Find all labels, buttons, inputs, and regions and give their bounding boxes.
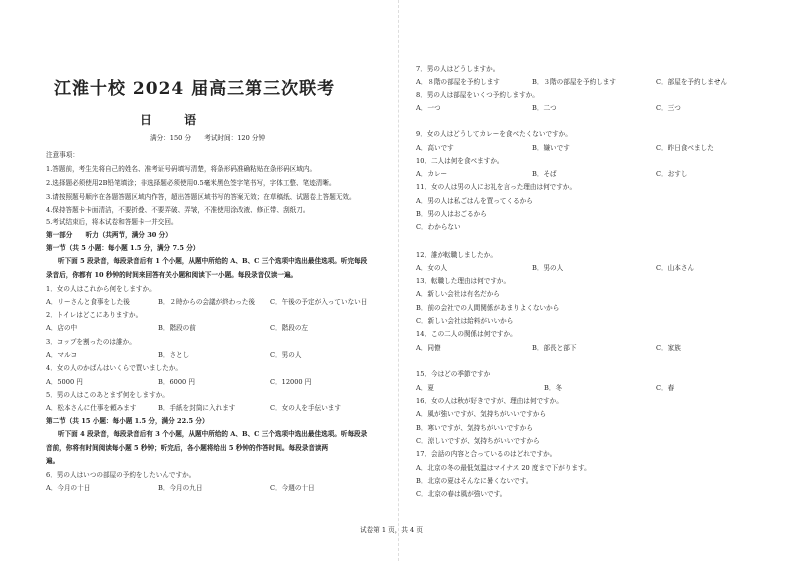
option-a: A．北京の冬の最低気温はマイナス 20 度まで下がります。 bbox=[416, 464, 591, 472]
question-1: 1．女の人はこれから何をしますか。 bbox=[46, 285, 156, 293]
option-c: C．春 bbox=[656, 384, 675, 392]
question-15: 15．今はどの季節ですか bbox=[416, 370, 491, 378]
note-item: 2.选择题必须使用2B铅笔填涂；非选择题必须使用0.5毫米黑色签字笔书写，字体工整、笔迹清晰。 bbox=[46, 179, 336, 187]
option-a: A．今月の十日 bbox=[46, 484, 91, 492]
option-b: B．３階の部屋を予約します bbox=[532, 78, 616, 86]
option-a: A．男の人は私ごはんを買ってくるから bbox=[416, 197, 533, 205]
option-c: C．階段の左 bbox=[270, 324, 309, 332]
option-b: B．さとし bbox=[158, 351, 190, 359]
section-instructions: 遍。 bbox=[46, 457, 60, 465]
part-heading: 第一部分 听力（共两节，满分 30 分） bbox=[46, 231, 172, 239]
option-c: C．昨日食べました bbox=[656, 144, 714, 152]
section-instructions: 听下面 5 段录音，每段录音后有 1 个小题，从题中所给的 A、B、C 三个选项中选出最佳选项。听完每段 bbox=[58, 257, 368, 265]
option-c: C．涼しいですが、気持ちがいいですから bbox=[416, 437, 540, 445]
option-a: A．風が強いですが、気持ちがいいですから bbox=[416, 410, 547, 418]
section-instructions: 音前，你将有时间阅读每小题 5 秒钟；听完后，各小题将给出 5 秒钟的作答时间。每段录音读两 bbox=[46, 444, 329, 452]
option-c: C．12000 円 bbox=[270, 378, 312, 386]
option-a: A．同僚 bbox=[416, 344, 441, 352]
option-b: B．今月の九日 bbox=[158, 484, 203, 492]
question-9: 9．女の人はどうしてカレーを食べたくないですか。 bbox=[416, 130, 572, 138]
note-item: 5.考试结束后，将本试卷和答题卡一并交回。 bbox=[46, 218, 178, 226]
option-b: B．階段の前 bbox=[158, 324, 196, 332]
option-b: B．二つ bbox=[532, 104, 557, 112]
option-a: A．夏 bbox=[416, 384, 434, 392]
exam-title: 江淮十校 2024 届高三第三次联考 bbox=[54, 79, 336, 99]
question-3: 3．コップを割ったのは誰か。 bbox=[46, 338, 136, 346]
option-c: C．女の人を手伝います bbox=[270, 404, 341, 412]
option-b: B．寒いですが、気持ちがいいですから bbox=[416, 424, 533, 432]
question-5: 5．男の人はこのあとまず何をしますか。 bbox=[46, 391, 169, 399]
option-a: A．店の中 bbox=[46, 324, 78, 332]
option-c: C．新しい会社は給料がいいから bbox=[416, 317, 514, 325]
option-a: A．高いです bbox=[416, 144, 454, 152]
option-c: C．山本さん bbox=[656, 264, 695, 272]
note-item: 3.请按照题号顺序在各题答题区域内作答，超出答题区域书写的答案无效；在草稿纸、试题卷上答题无效。 bbox=[46, 193, 356, 201]
option-a: A．カレー bbox=[416, 170, 448, 178]
option-a: A．新しい会社は有名だから bbox=[416, 290, 500, 298]
option-c: C．男の人 bbox=[270, 351, 302, 359]
subject-title: 日 语 bbox=[140, 113, 211, 127]
option-c: C．家族 bbox=[656, 344, 681, 352]
question-6: 6．男の人はいつの部屋の予約をしたいんですか。 bbox=[46, 471, 196, 479]
question-12: 12．誰が転職しましたか。 bbox=[416, 251, 497, 259]
option-a: A．5000 円 bbox=[46, 378, 83, 386]
exam-meta: 满分：150 分 考试时间：120 分钟 bbox=[150, 134, 266, 142]
page-footer: 试卷第 1 页，共 4 页 bbox=[360, 526, 423, 534]
option-b: B．冬 bbox=[544, 384, 563, 392]
question-11: 11．女の人は男の人にお礼を言った理由は何ですか。 bbox=[416, 183, 577, 191]
note-item: 4.保持答题卡卡面清洁，不要折叠、不要弄破、弄皱，不准使用涂改液、修正带、刮纸刀。 bbox=[46, 206, 310, 214]
option-c: C．北京の春は風が強いです。 bbox=[416, 490, 507, 498]
option-a: A．リーさんと食事をした後 bbox=[46, 298, 130, 306]
question-10: 10．二人は何を食べますか。 bbox=[416, 157, 504, 165]
option-a: A．８階の部屋を予約します bbox=[416, 78, 500, 86]
option-c: C．午後の予定が入っていない日 bbox=[270, 298, 368, 306]
option-c: C．今週の十日 bbox=[270, 484, 315, 492]
option-b: B．手紙を封筒に入れます bbox=[158, 404, 236, 412]
note-item: 1.答题前，考生先将自己的姓名、准考证号码填写清楚，将条形码准确粘贴在条形码区域内。 bbox=[46, 165, 317, 173]
option-a: A．マルコ bbox=[46, 351, 78, 359]
option-c: C．わからない bbox=[416, 223, 461, 231]
question-16: 16．女の人は秋が好きですが、理由は何ですか。 bbox=[416, 397, 563, 405]
question-14: 14．この二人の関係は何ですか。 bbox=[416, 330, 517, 338]
option-b: B．男の人 bbox=[532, 264, 564, 272]
notes-heading: 注意事项： bbox=[46, 151, 79, 159]
section-instructions: 听下面 4 段录音，每段录音后有 3 个小题，从题中所给的 A、B、C 三个选项中选出最佳选项。听每段录 bbox=[58, 430, 368, 438]
column-divider bbox=[398, 0, 399, 561]
question-17: 17．会話の内容と合っているのはどれですか。 bbox=[416, 450, 557, 458]
option-b: B．北京の夏はそんなに暑くないです。 bbox=[416, 477, 533, 485]
option-b: B．部長と部下 bbox=[532, 344, 577, 352]
section-heading: 第二节（共 15 小题：每小题 1.5 分，满分 22.5 分） bbox=[46, 417, 209, 425]
option-a: A．女の人 bbox=[416, 264, 448, 272]
option-b: B．前の会社での人間関係があまりよくないから bbox=[416, 304, 560, 312]
option-b: B．そば bbox=[532, 170, 557, 178]
option-b: B．6000 円 bbox=[158, 378, 195, 386]
option-a: A．松本さんに仕事を頼みます bbox=[46, 404, 137, 412]
question-8: 8．男の人は部屋をいくつ予約しますか。 bbox=[416, 91, 539, 99]
option-b: B．嫌いです bbox=[532, 144, 570, 152]
question-13: 13．転職した理由は何ですか。 bbox=[416, 277, 511, 285]
question-4: 4．女の人のかばんはいくらで買いましたか。 bbox=[46, 364, 183, 372]
option-a: A．一つ bbox=[416, 104, 441, 112]
question-2: 2．トイレはどこにありますか。 bbox=[46, 311, 143, 319]
option-b: B．男の人はおごるから bbox=[416, 210, 487, 218]
section-heading: 第一节（共 5 小题：每小题 1.5 分，满分 7.5 分） bbox=[46, 244, 200, 252]
section-instructions: 录音后，你都有 10 秒钟的时间来回答有关小题和阅读下一小题。每段录音仅读一遍。 bbox=[46, 271, 298, 279]
question-7: 7．男の人はどうしますか。 bbox=[416, 65, 500, 73]
option-c: C．おすし bbox=[656, 170, 688, 178]
option-b: B．２時からの会議が終わった後 bbox=[158, 298, 256, 306]
option-c: C．三つ bbox=[656, 104, 681, 112]
option-c: C．部屋を予約しません bbox=[656, 78, 727, 86]
